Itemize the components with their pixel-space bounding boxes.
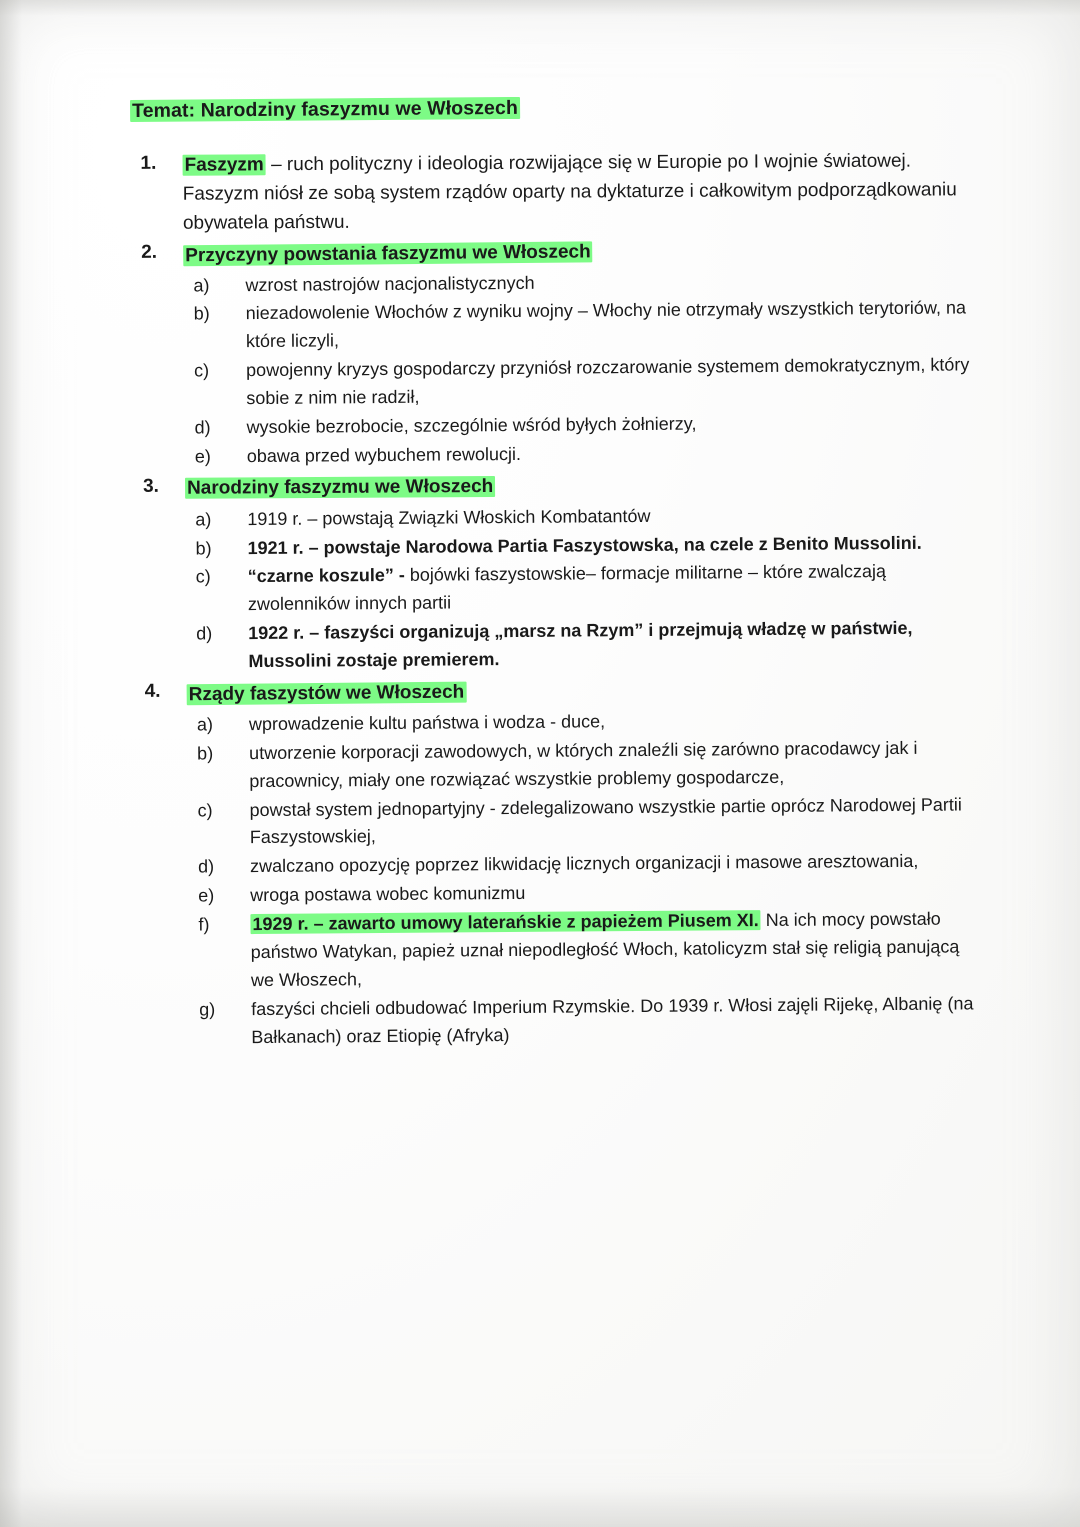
section-heading-4	[187, 674, 985, 711]
section-body-1	[182, 147, 980, 238]
item-label: a)	[195, 508, 212, 530]
item-text: Na ich mocy powstało państwo Watykan, papież uznał niepodległość Włoch, katolicyzm stał się religią panującą we Włoszech,	[250, 908, 960, 990]
item-label: e)	[198, 885, 215, 906]
item-text: 1922 r. – faszyści organizują „marsz na Rzym” i przejmują władzę w państwie, Mussolini zostaje premierem.	[248, 618, 913, 672]
item-label: c)	[194, 360, 210, 381]
item-text: obawa przed wybuchem rewolucji.	[246, 443, 522, 466]
item-text: powojenny kryzys gospodarczy przyniósł rozczarowanie systemem demokratycznym, który sobie z nim nie radził,	[246, 354, 970, 409]
item-text: bojówki faszystowskie– formacje militarne – które zwalczają zwolenników innych partii	[247, 561, 887, 615]
section-heading-3	[185, 470, 983, 503]
item-label: b)	[195, 537, 212, 558]
section-heading-text-2: Przyczyny powstania faszyzmu we Włoszech	[185, 240, 591, 266]
list-item	[187, 791, 985, 853]
note-content	[130, 93, 987, 1056]
item-text: powstał system jednopartyjny - zdelegalizowano wszystkie partie oprócz Narodowej Partii Faszystowskiej,	[249, 793, 962, 848]
outline-section-4	[135, 674, 988, 1052]
section-number-3: 3.	[142, 475, 159, 497]
item-label: a)	[196, 714, 213, 735]
sublist-3	[185, 500, 984, 677]
item-label: e)	[194, 446, 211, 467]
item-label: a)	[193, 274, 210, 296]
sublist-2	[183, 266, 983, 471]
section-text-1: – ruch polityczny i ideologia rozwijające się w Europie po I wojnie światowej. Faszyzm niósł ze sobą system rządów oparty na dyktaturze i całkowitym podporządkowaniu obywatela państwu.	[182, 150, 957, 234]
page-edge-shadow-bottom	[0, 1487, 1080, 1527]
outline-section-3	[133, 469, 985, 677]
item-text: wysokie bezrobocie, szczególnie wśród byłych żołnierzy,	[246, 413, 697, 438]
item-label: c)	[197, 799, 213, 820]
list-item	[186, 558, 984, 620]
item-label: d)	[196, 623, 213, 644]
item-text-prefix: “czarne koszule” -	[247, 565, 405, 587]
sublist-4	[187, 705, 988, 1052]
list-item	[186, 614, 984, 676]
list-item	[188, 905, 987, 995]
page-title-text: Temat: Narodziny faszyzmu we Włoszech	[131, 96, 519, 122]
item-text: wroga postawa wobec komunizmu	[250, 883, 526, 906]
item-label: d)	[194, 417, 211, 438]
page-title	[130, 93, 980, 123]
page-edge-shadow-left	[0, 0, 22, 1527]
item-label: g)	[199, 999, 216, 1020]
section-lead-term-1: Faszyzm	[184, 154, 264, 176]
section-number-1: 1.	[140, 152, 157, 174]
section-number-4: 4.	[144, 680, 161, 702]
list-item	[184, 295, 982, 357]
item-label: b)	[193, 303, 210, 324]
section-heading-text-3: Narodziny faszyzmu we Włoszech	[185, 476, 495, 499]
item-label: d)	[197, 856, 215, 877]
page-edge-shadow-top	[0, 0, 1080, 16]
item-label: f)	[198, 914, 210, 935]
item-text-highlighted: 1929 r. – zawarto umowy laterańskie z papieżem Piusem XI.	[252, 910, 759, 935]
item-text: wzrost nastrojów nacjonalistycznych	[245, 272, 535, 295]
outline-section-1	[130, 146, 981, 239]
list-item	[189, 990, 987, 1052]
item-text: niezadowolenie Włochów z wyniku wojny – Włochy nie otrzymały wszystkich terytoriów, na które liczyli,	[245, 297, 967, 352]
section-heading-2	[183, 234, 981, 271]
item-text: faszyści chcieli odbudować Imperium Rzymskie. Do 1939 r. Włosi zajęli Rijekę, Albanię (na Bałkanach) oraz Etiopię (Afryka)	[251, 993, 974, 1047]
item-label: b)	[197, 743, 214, 764]
item-text: utworzenie korporacji zawodowych, w których znaleźli się zarówno pracodawcy jak i pracownicy, miały one rozwiązać wszystkie problemy gospodarcze,	[249, 737, 918, 791]
item-text: zwalczano opozycję poprzez likwidację licznych organizacji i masowe aresztowania,	[249, 851, 919, 877]
outline-section-2	[131, 235, 983, 472]
section-number-2: 2.	[141, 241, 158, 263]
item-text: 1921 r. – powstaje Narodowa Partia Faszystowska, na czele z Benito Mussolini.	[247, 532, 922, 558]
list-item	[187, 734, 985, 796]
item-text: 1919 r. – powstają Związki Włoskich Kombatantów	[247, 505, 651, 529]
section-heading-text-4: Rządy faszystów we Włoszech	[188, 681, 465, 706]
outline-list	[130, 146, 987, 1052]
list-item	[185, 437, 983, 471]
item-label: c)	[195, 566, 211, 587]
list-item	[184, 351, 982, 413]
item-text: wprowadzenie kultu państwa i wodza - duce,	[248, 711, 606, 734]
